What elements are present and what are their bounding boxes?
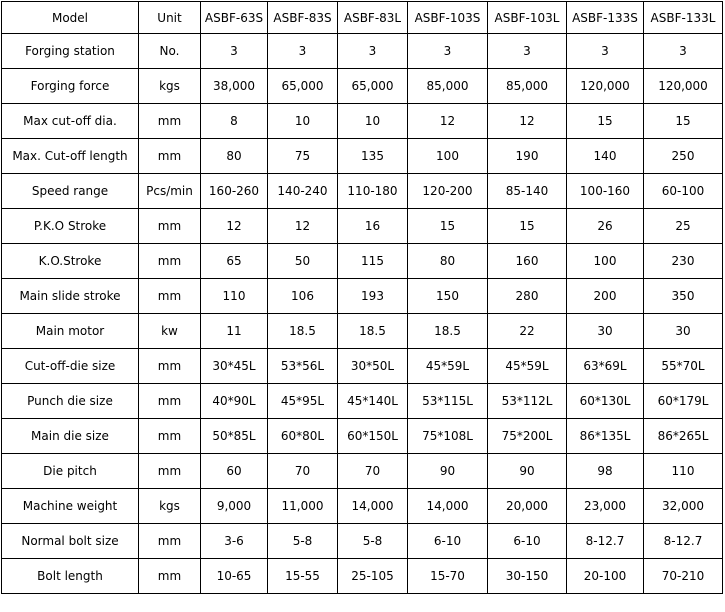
value-cell: 160 — [488, 244, 567, 279]
unit-cell: mm — [139, 454, 201, 489]
value-cell: 110 — [644, 454, 723, 489]
value-cell: 70-210 — [644, 559, 723, 594]
value-cell: 32,000 — [644, 489, 723, 524]
value-cell: 98 — [567, 454, 644, 489]
value-cell: 85,000 — [408, 69, 488, 104]
row-label-cell: Max. Cut-off length — [2, 139, 139, 174]
value-cell: 6-10 — [488, 524, 567, 559]
unit-cell: No. — [139, 34, 201, 69]
table-row — [2, 349, 723, 384]
table-row — [2, 454, 723, 489]
value-cell: 70 — [338, 454, 408, 489]
value-cell: 14,000 — [338, 489, 408, 524]
value-cell: 9,000 — [201, 489, 268, 524]
value-cell: 11 — [201, 314, 268, 349]
value-cell: 45*140L — [338, 384, 408, 419]
value-cell: 15 — [567, 104, 644, 139]
value-cell: 8-12.7 — [644, 524, 723, 559]
value-cell: 85-140 — [488, 174, 567, 209]
value-cell: 53*112L — [488, 384, 567, 419]
value-cell: 15 — [408, 209, 488, 244]
value-cell: 100-160 — [567, 174, 644, 209]
row-label-cell: Punch die size — [2, 384, 139, 419]
header-row — [2, 2, 723, 34]
value-cell: 80 — [408, 244, 488, 279]
row-label-cell: Forging station — [2, 34, 139, 69]
value-cell: 10 — [338, 104, 408, 139]
value-cell: 30*45L — [201, 349, 268, 384]
row-label-cell: Normal bolt size — [2, 524, 139, 559]
value-cell: 25 — [644, 209, 723, 244]
header-cell-unit: Unit — [139, 2, 201, 34]
value-cell: 140 — [567, 139, 644, 174]
table-row — [2, 559, 723, 594]
value-cell: 26 — [567, 209, 644, 244]
spec-table — [1, 1, 723, 594]
value-cell: 65,000 — [338, 69, 408, 104]
value-cell: 110 — [201, 279, 268, 314]
value-cell: 3 — [567, 34, 644, 69]
value-cell: 3 — [201, 34, 268, 69]
table-row — [2, 34, 723, 69]
table-header — [2, 2, 723, 34]
header-cell-machine-model: ASBF-83S — [268, 2, 338, 34]
value-cell: 8 — [201, 104, 268, 139]
unit-cell: mm — [139, 559, 201, 594]
header-cell-machine-model: ASBF-133S — [567, 2, 644, 34]
table-row — [2, 104, 723, 139]
value-cell: 50 — [268, 244, 338, 279]
unit-cell: mm — [139, 279, 201, 314]
row-label-cell: Speed range — [2, 174, 139, 209]
value-cell: 120-200 — [408, 174, 488, 209]
value-cell: 30 — [567, 314, 644, 349]
value-cell: 115 — [338, 244, 408, 279]
value-cell: 150 — [408, 279, 488, 314]
table-row — [2, 384, 723, 419]
value-cell: 20-100 — [567, 559, 644, 594]
table-row — [2, 419, 723, 454]
value-cell: 40*90L — [201, 384, 268, 419]
value-cell: 65,000 — [268, 69, 338, 104]
value-cell: 65 — [201, 244, 268, 279]
table-row — [2, 209, 723, 244]
unit-cell: kgs — [139, 69, 201, 104]
value-cell: 55*70L — [644, 349, 723, 384]
value-cell: 60*150L — [338, 419, 408, 454]
value-cell: 85,000 — [488, 69, 567, 104]
value-cell: 16 — [338, 209, 408, 244]
table-row — [2, 314, 723, 349]
value-cell: 30 — [644, 314, 723, 349]
value-cell: 15 — [644, 104, 723, 139]
value-cell: 75 — [268, 139, 338, 174]
value-cell: 60*80L — [268, 419, 338, 454]
value-cell: 75*200L — [488, 419, 567, 454]
row-label-cell: Main motor — [2, 314, 139, 349]
value-cell: 106 — [268, 279, 338, 314]
value-cell: 193 — [338, 279, 408, 314]
unit-cell: mm — [139, 209, 201, 244]
value-cell: 5-8 — [338, 524, 408, 559]
value-cell: 12 — [201, 209, 268, 244]
value-cell: 15 — [488, 209, 567, 244]
unit-cell: Pcs/min — [139, 174, 201, 209]
header-cell-machine-model: ASBF-103S — [408, 2, 488, 34]
value-cell: 60-100 — [644, 174, 723, 209]
table-row — [2, 524, 723, 559]
table-body — [2, 34, 723, 594]
value-cell: 53*56L — [268, 349, 338, 384]
value-cell: 25-105 — [338, 559, 408, 594]
value-cell: 90 — [488, 454, 567, 489]
value-cell: 200 — [567, 279, 644, 314]
value-cell: 5-8 — [268, 524, 338, 559]
unit-cell: mm — [139, 419, 201, 454]
value-cell: 60 — [201, 454, 268, 489]
row-label-cell: Forging force — [2, 69, 139, 104]
value-cell: 23,000 — [567, 489, 644, 524]
value-cell: 120,000 — [567, 69, 644, 104]
value-cell: 3 — [268, 34, 338, 69]
value-cell: 12 — [268, 209, 338, 244]
value-cell: 38,000 — [201, 69, 268, 104]
value-cell: 15-55 — [268, 559, 338, 594]
value-cell: 45*59L — [408, 349, 488, 384]
value-cell: 45*59L — [488, 349, 567, 384]
header-cell-machine-model: ASBF-103L — [488, 2, 567, 34]
unit-cell: mm — [139, 384, 201, 419]
header-cell-machine-model: ASBF-83L — [338, 2, 408, 34]
row-label-cell: K.O.Stroke — [2, 244, 139, 279]
unit-cell: mm — [139, 349, 201, 384]
unit-cell: mm — [139, 104, 201, 139]
value-cell: 140-240 — [268, 174, 338, 209]
value-cell: 120,000 — [644, 69, 723, 104]
value-cell: 250 — [644, 139, 723, 174]
value-cell: 100 — [408, 139, 488, 174]
value-cell: 110-180 — [338, 174, 408, 209]
value-cell: 18.5 — [338, 314, 408, 349]
value-cell: 230 — [644, 244, 723, 279]
unit-cell: mm — [139, 139, 201, 174]
value-cell: 3 — [644, 34, 723, 69]
value-cell: 10-65 — [201, 559, 268, 594]
unit-cell: mm — [139, 244, 201, 279]
table-row — [2, 139, 723, 174]
unit-cell: kw — [139, 314, 201, 349]
value-cell: 14,000 — [408, 489, 488, 524]
value-cell: 100 — [567, 244, 644, 279]
row-label-cell: Main slide stroke — [2, 279, 139, 314]
value-cell: 12 — [408, 104, 488, 139]
value-cell: 86*135L — [567, 419, 644, 454]
value-cell: 30*50L — [338, 349, 408, 384]
value-cell: 60*179L — [644, 384, 723, 419]
value-cell: 10 — [268, 104, 338, 139]
value-cell: 160-260 — [201, 174, 268, 209]
table-row — [2, 244, 723, 279]
value-cell: 135 — [338, 139, 408, 174]
value-cell: 63*69L — [567, 349, 644, 384]
value-cell: 6-10 — [408, 524, 488, 559]
table-row — [2, 279, 723, 314]
header-cell-model: Model — [2, 2, 139, 34]
header-cell-machine-model: ASBF-133L — [644, 2, 723, 34]
row-label-cell: Machine weight — [2, 489, 139, 524]
row-label-cell: Bolt length — [2, 559, 139, 594]
value-cell: 86*265L — [644, 419, 723, 454]
value-cell: 75*108L — [408, 419, 488, 454]
unit-cell: kgs — [139, 489, 201, 524]
row-label-cell: P.K.O Stroke — [2, 209, 139, 244]
value-cell: 70 — [268, 454, 338, 489]
value-cell: 15-70 — [408, 559, 488, 594]
value-cell: 18.5 — [408, 314, 488, 349]
header-cell-machine-model: ASBF-63S — [201, 2, 268, 34]
row-label-cell: Max cut-off dia. — [2, 104, 139, 139]
value-cell: 80 — [201, 139, 268, 174]
value-cell: 11,000 — [268, 489, 338, 524]
value-cell: 190 — [488, 139, 567, 174]
value-cell: 3 — [408, 34, 488, 69]
table-row — [2, 69, 723, 104]
row-label-cell: Cut-off-die size — [2, 349, 139, 384]
row-label-cell: Die pitch — [2, 454, 139, 489]
value-cell: 3 — [338, 34, 408, 69]
value-cell: 60*130L — [567, 384, 644, 419]
unit-cell: mm — [139, 524, 201, 559]
value-cell: 3-6 — [201, 524, 268, 559]
value-cell: 22 — [488, 314, 567, 349]
value-cell: 8-12.7 — [567, 524, 644, 559]
value-cell: 350 — [644, 279, 723, 314]
value-cell: 20,000 — [488, 489, 567, 524]
value-cell: 30-150 — [488, 559, 567, 594]
value-cell: 280 — [488, 279, 567, 314]
value-cell: 18.5 — [268, 314, 338, 349]
value-cell: 53*115L — [408, 384, 488, 419]
value-cell: 50*85L — [201, 419, 268, 454]
value-cell: 45*95L — [268, 384, 338, 419]
table-row — [2, 489, 723, 524]
value-cell: 12 — [488, 104, 567, 139]
value-cell: 90 — [408, 454, 488, 489]
row-label-cell: Main die size — [2, 419, 139, 454]
table-row — [2, 174, 723, 209]
value-cell: 3 — [488, 34, 567, 69]
